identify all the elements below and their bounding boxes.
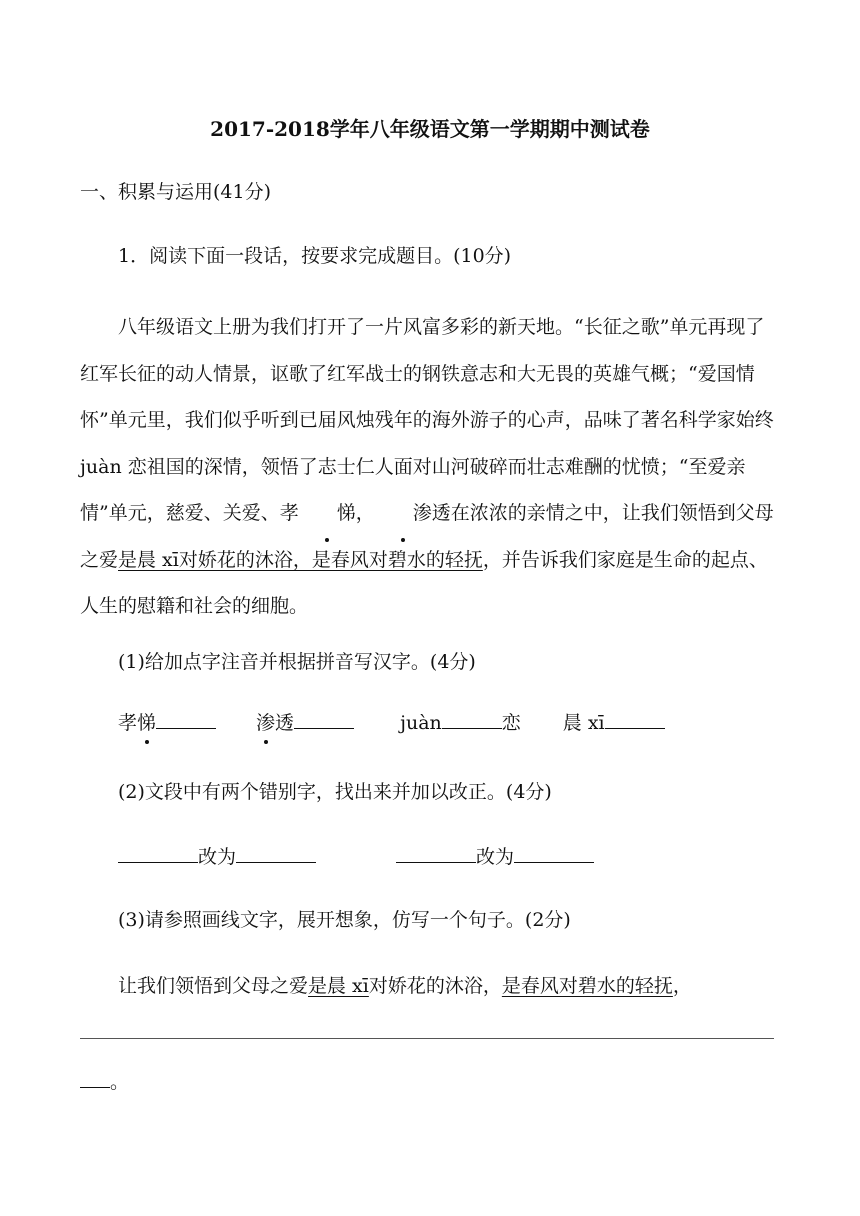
end-mark: 。 bbox=[110, 1071, 130, 1093]
reading-paragraph bbox=[80, 304, 780, 630]
question-1-heading: 1．阅读下面一段话，按要求完成题目。(10分) bbox=[118, 245, 512, 267]
answer-line[interactable] bbox=[80, 1038, 774, 1039]
dotted-char: 悌 bbox=[137, 707, 156, 739]
sample-text-2: 对娇花的沐浴， bbox=[368, 975, 502, 997]
answer-blank[interactable] bbox=[514, 840, 594, 863]
sample-sentence bbox=[118, 970, 818, 1002]
change-label: 改为 bbox=[476, 846, 515, 868]
page-title: 2017-2018学年八年级语文第一学期期中测试卷 bbox=[210, 117, 650, 141]
sample-text-1: 让我们领悟到父母之爱 bbox=[118, 975, 309, 997]
paragraph-text-4: ，并告诉我们家庭是生命的起点、人生的慰籍和社会的细胞。 bbox=[80, 548, 768, 617]
answer-blank[interactable] bbox=[294, 706, 354, 729]
fill-row-2 bbox=[118, 840, 818, 873]
fill-d-prefix: 晨 xī bbox=[562, 712, 605, 734]
sample-text-3: ， bbox=[672, 975, 692, 997]
sub-question-2: (2)文段中有两个错别字，找出来并加以改正。(4分) bbox=[118, 781, 552, 803]
answer-blank[interactable] bbox=[118, 840, 198, 863]
underlined-sentence: 是晨 xī对娇花的沐浴，是春风对碧水的轻抚 bbox=[118, 548, 483, 571]
dotted-char: 渗 bbox=[375, 490, 432, 537]
fill-row-1 bbox=[118, 706, 818, 739]
dotted-char: 悌 bbox=[299, 490, 356, 537]
answer-blank[interactable] bbox=[80, 1067, 110, 1088]
answer-blank[interactable] bbox=[156, 706, 216, 729]
paragraph-text-1: 八年级语文上册为我们打开了一片风富多彩的新天地。“长征之歌”单元再现了红军长征的动人情景，讴歌了红军战士的钢铁意志和大无畏的英雄气概；“爱国情怀”单元里，我们似乎听到已届风烛残年的海外游子的心声，品味了著名科学家始终 juàn 恋祖国的深情，领悟了志士仁人面对山河破碎而壮志难酬的忧愤；“至爱亲情”单元，慈爱、关爱、孝 bbox=[80, 316, 774, 524]
answer-blank[interactable] bbox=[442, 706, 502, 729]
fill-a-prefix: 孝 bbox=[118, 712, 138, 734]
paragraph-text-2: ， bbox=[355, 502, 375, 524]
sub-question-1: (1)给加点字注音并根据拼音写汉字。(4分) bbox=[118, 651, 476, 673]
answer-blank[interactable] bbox=[605, 706, 665, 729]
dotted-char: 渗 bbox=[256, 707, 275, 739]
answer-blank[interactable] bbox=[396, 840, 476, 863]
section-heading: 一、积累与运用(41分) bbox=[80, 181, 272, 203]
fill-c-prefix: juàn bbox=[400, 712, 442, 734]
underlined-phrase: 是春风对碧水的轻抚 bbox=[501, 975, 673, 997]
change-label: 改为 bbox=[198, 846, 237, 868]
sub-question-3: (3)请参照画线文字，展开想象，仿写一个句子。(2分) bbox=[118, 909, 571, 931]
fill-c-suffix: 恋 bbox=[501, 712, 521, 734]
answer-blank[interactable] bbox=[236, 840, 316, 863]
answer-line-end bbox=[80, 1066, 780, 1098]
paragraph-text-3: 透在浓浓的亲情之中，让我们领悟到父母之爱 bbox=[80, 502, 774, 571]
underlined-phrase: 是晨 xī bbox=[308, 975, 369, 997]
fill-b-suffix: 透 bbox=[275, 712, 295, 734]
